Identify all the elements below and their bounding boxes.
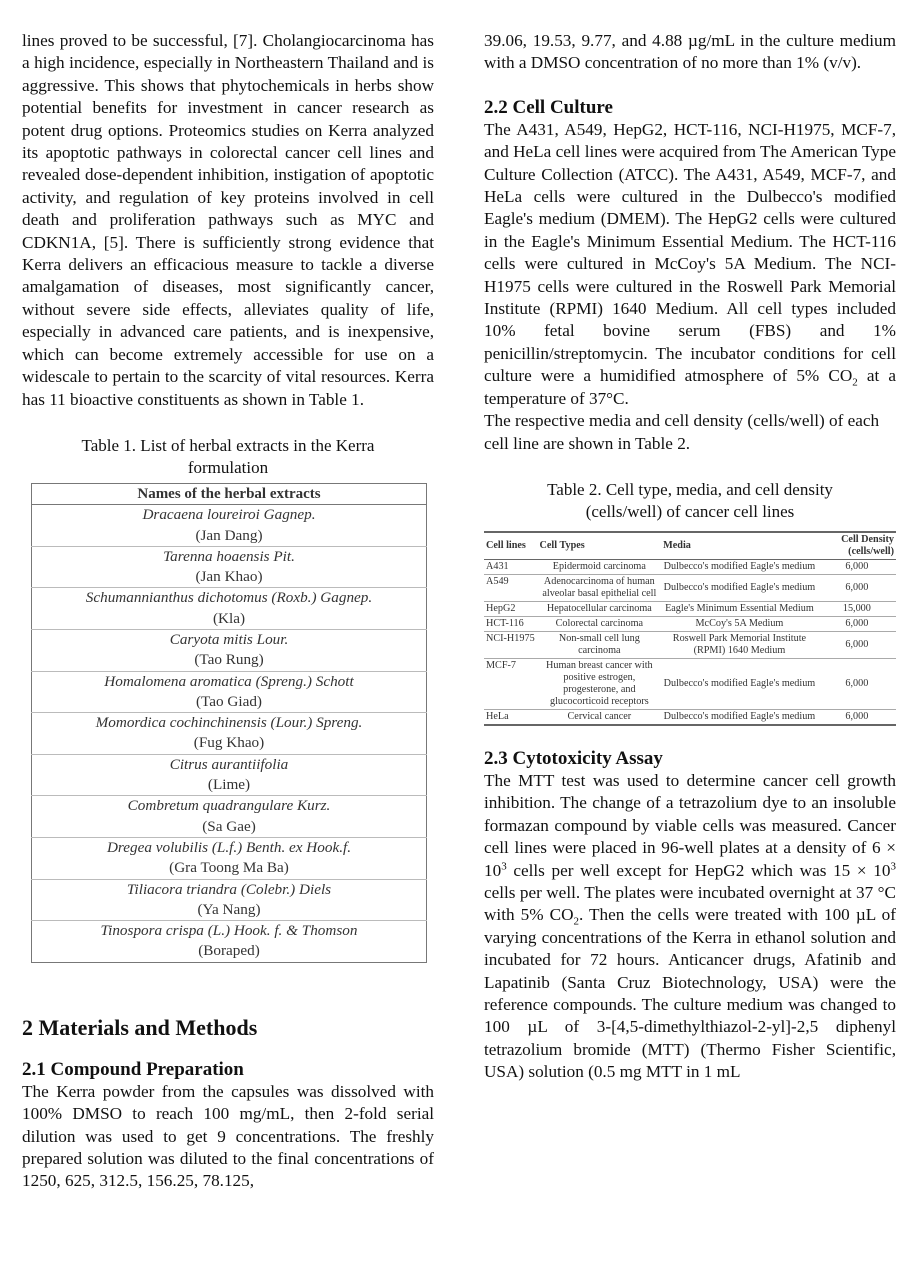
table2-cell-density: 6,000 bbox=[818, 709, 896, 725]
section-2-3-text-a: The MTT test was used to determine cancer cell growth inhibition. The change of a tetrazolium dye to an insoluble formazan compound by viable cells was measured. Cancer cell lines were placed in 96-well plates at a density of 6 × 10 bbox=[484, 770, 896, 880]
table2-cell-line: A549 bbox=[484, 574, 538, 601]
table1-cell bbox=[32, 505, 427, 547]
herb-local-name: (Fug Khao) bbox=[193, 734, 265, 752]
left-column bbox=[22, 30, 434, 1193]
section-2-1-heading: 2.1 Compound Preparation bbox=[22, 1058, 244, 1080]
continued-text: 39.06, 19.53, 9.77, and 4.88 µg/mL in the culture medium with a DMSO concentration of no more than 1% (v/v). bbox=[484, 31, 896, 73]
superscript-3b: 3 bbox=[890, 859, 896, 872]
table1-row bbox=[32, 546, 427, 588]
herb-scientific-name: Homalomena aromatica (Spreng.) Schott bbox=[104, 672, 354, 690]
herb-local-name: (Gra Toong Ma Ba) bbox=[169, 859, 289, 877]
table1-row bbox=[32, 629, 427, 671]
section-2-3-text-d: . Then the cells were treated with 100 µL of varying concentrations of the Kerra in ethanol solution and incubated for 72 hours. Anticancer drugs, Afatinib and Lapatinib (Santa Cruz Biotechnology, USA) were the reference compounds. The culture medium was changed to 100 µL of 3-[4,5-dimethylthiazol-2-yl]-2,5 diphenyl tetrazolium bromide (MTT) (Thermo Fisher Scientific, USA) solution (0.5 mg MTT in 1 mL bbox=[484, 905, 896, 1082]
section-2-heading: 2 Materials and Methods bbox=[22, 1014, 258, 1040]
section-2-3-text-b: cells per well except for HepG2 which was 15 × 10 bbox=[506, 860, 891, 880]
table1-cell bbox=[32, 671, 427, 713]
table2-cell-media: Eagle's Minimum Essential Medium bbox=[661, 601, 818, 616]
right-column bbox=[484, 30, 896, 1084]
table2-cell-line: A431 bbox=[484, 559, 538, 574]
table2-header-cell: Media bbox=[661, 532, 818, 560]
table2-row bbox=[484, 709, 896, 725]
section-2-2-text-2: The respective media and cell density (cells/well) of each cell line are shown in Table 2. bbox=[484, 411, 880, 453]
section-2-2-text bbox=[484, 119, 896, 410]
herb-local-name: (Jan Dang) bbox=[195, 526, 263, 544]
table2-cell-line: HepG2 bbox=[484, 601, 538, 616]
herb-local-name: (Boraped) bbox=[198, 942, 260, 960]
section-2-2-text-a: The A431, A549, HepG2, HCT-116, NCI-H1975, MCF-7, and HeLa cell lines were acquired from The American Type Culture Collection (ATCC). The A431, A549, MCF-7, and HeLa cells were cultured in the Dulbecco's modified Eagle's medium (DMEM). The HepG2 cells were cultured in the Eagle's Minimum Essential Medium. The HCT-116 cells were cultured in McCoy's 5A Medium. The NCI-H1975 cells were cultured in the Roswell Park Memorial Institute (RPMI) 1640 Medium. All cell types included 10% fetal bovine serum (FBS) and 1% penicillin/streptomycin. The incubator conditions for cell culture were a humidified atmosphere of 5% CO bbox=[484, 119, 896, 386]
table2-row bbox=[484, 601, 896, 616]
table2-cell-density: 6,000 bbox=[818, 574, 896, 601]
table1-cell bbox=[32, 588, 427, 630]
table1-row bbox=[32, 588, 427, 630]
herb-local-name: (Tao Giad) bbox=[196, 692, 262, 710]
herb-scientific-name: Tiliacora triandra (Colebr.) Diels bbox=[126, 880, 332, 898]
table1-cell bbox=[32, 879, 427, 921]
herb-scientific-name: Caryota mitis Lour. bbox=[169, 630, 289, 648]
superscript-3a: 3 bbox=[501, 859, 507, 872]
table2-cell-density: 15,000 bbox=[818, 601, 896, 616]
herb-local-name: (Sa Gae) bbox=[202, 817, 256, 835]
table2-cell-media: Roswell Park Memorial Institute (RPMI) 1640 Medium bbox=[661, 631, 818, 658]
section-2-3-text bbox=[484, 770, 896, 1084]
herb-scientific-name: Tarenna hoaensis Pit. bbox=[163, 547, 295, 565]
table2-caption: Table 2. Cell type, media, and cell density (cells/well) of cancer cell lines bbox=[547, 479, 833, 521]
table1-row bbox=[32, 754, 427, 796]
table2-cell-media: McCoy's 5A Medium bbox=[661, 616, 818, 631]
table2-cell-type: Hepatocellular carcinoma bbox=[538, 601, 662, 616]
table2-header-row bbox=[484, 532, 896, 560]
table1-cell bbox=[32, 837, 427, 879]
table1-cell bbox=[32, 921, 427, 963]
table1-cell bbox=[32, 713, 427, 755]
table1-cell bbox=[32, 796, 427, 838]
co2-subscript: 2 bbox=[852, 376, 858, 389]
herb-local-name: (Tao Rung) bbox=[194, 651, 264, 669]
herb-scientific-name: Citrus aurantiifolia bbox=[169, 755, 289, 773]
table2-body bbox=[484, 559, 896, 725]
section-2-1-text: The Kerra powder from the capsules was dissolved with 100% DMSO to reach 100 mg/mL, then 2-fold serial dilution was used to get 9 concentrations. The freshly prepared solution was diluted to the final concentrations of 1250, 625, 312.5, 156.25, 78.125, bbox=[22, 1081, 434, 1191]
section-2-2-heading: 2.2 Cell Culture bbox=[484, 96, 613, 118]
table1-row bbox=[32, 879, 427, 921]
table2-cell-density: 6,000 bbox=[818, 631, 896, 658]
table2-row bbox=[484, 631, 896, 658]
section-2-3-heading: 2.3 Cytotoxicity Assay bbox=[484, 747, 663, 769]
table2-cell-type: Colorectal carcinoma bbox=[538, 616, 662, 631]
section-2-2-text-b: at a temperature of 37°C. bbox=[484, 366, 896, 408]
herb-local-name: (Lime) bbox=[207, 776, 251, 794]
table1-row bbox=[32, 921, 427, 963]
herb-scientific-name: Combretum quadrangulare Kurz. bbox=[127, 797, 331, 815]
table2-row bbox=[484, 658, 896, 709]
herb-scientific-name: Momordica cochinchinensis (Lour.) Spreng. bbox=[95, 714, 363, 732]
table2-row bbox=[484, 616, 896, 631]
table1-row bbox=[32, 796, 427, 838]
table2-cell-lines bbox=[484, 531, 896, 726]
table2-header-cell: Cell Types bbox=[538, 532, 662, 560]
table2-cell-media: Dulbecco's modified Eagle's medium bbox=[661, 709, 818, 725]
table2-cell-type: Adenocarcinoma of human alveolar basal epithelial cell bbox=[538, 574, 662, 601]
table2-cell-line: HeLa bbox=[484, 709, 538, 725]
table2-cell-line: NCI-H1975 bbox=[484, 631, 538, 658]
table2-cell-density: 6,000 bbox=[818, 616, 896, 631]
herb-scientific-name: Dregea volubilis (L.f.) Benth. ex Hook.f. bbox=[106, 838, 352, 856]
table2-cell-density: 6,000 bbox=[818, 559, 896, 574]
table1-row bbox=[32, 671, 427, 713]
table1-row bbox=[32, 713, 427, 755]
table2-cell-type: Epidermoid carcinoma bbox=[538, 559, 662, 574]
herb-scientific-name: Schumannianthus dichotomus (Roxb.) Gagnep. bbox=[85, 589, 373, 607]
herb-scientific-name: Dracaena loureiroi Gagnep. bbox=[142, 506, 316, 524]
table2-row bbox=[484, 559, 896, 574]
table1-herbal-extracts bbox=[31, 483, 427, 963]
table2-cell-line: MCF-7 bbox=[484, 658, 538, 709]
herb-local-name: (Kla) bbox=[212, 609, 246, 627]
table1-caption: Table 1. List of herbal extracts in the Kerra formulation bbox=[81, 435, 375, 477]
table2-cell-type: Cervical cancer bbox=[538, 709, 662, 725]
herb-local-name: (Ya Nang) bbox=[197, 900, 261, 918]
herb-scientific-name: Tinospora crispa (L.) Hook. f. & Thomson bbox=[100, 922, 358, 940]
table2-row bbox=[484, 574, 896, 601]
table2-cell-media: Dulbecco's modified Eagle's medium bbox=[661, 559, 818, 574]
table2-cell-media: Dulbecco's modified Eagle's medium bbox=[661, 574, 818, 601]
table1-row bbox=[32, 837, 427, 879]
table1-cell bbox=[32, 754, 427, 796]
herb-local-name: (Jan Khao) bbox=[195, 568, 263, 586]
table1-cell bbox=[32, 546, 427, 588]
table1-cell bbox=[32, 629, 427, 671]
section-2-3-text-c: cells per well. The plates were incubated overnight at 37 °C with 5% CO bbox=[484, 882, 896, 925]
co2-subscript-2: 2 bbox=[573, 915, 579, 928]
table2-cell-media: Dulbecco's modified Eagle's medium bbox=[661, 658, 818, 709]
intro-paragraph: lines proved to be successful, [7]. Cholangiocarcinoma has a high incidence, especially in Northeastern Thailand and is aggressive. This shows that phytochemicals in herbs show potential benefits for investment in cancer research as potent drug options. Proteomics studies on Kerra analyzed its apoptotic pathways in colorectal cancer cell lines and revealed dose-dependent inhibition, instigation of apoptotic activity, and regulation of key proteins involved in cell death and proliferation pathways such as MYC and CDKN1A, [5]. There is sufficiently strong evidence that Kerra delivers an efficacious measure to tackle a diverse amalgamation of diseases, most significantly cancer, without severe side effects, alleviates quality of life, especially in advanced care patients, and is inexpensive, which can become extremely accessible for use on a widescale to pertain to the scarcity of vital resources. Kerra has 11 bioactive constituents as shown in Table 1. bbox=[22, 31, 434, 409]
table1-body bbox=[32, 505, 427, 963]
table1-header: Names of the herbal extracts bbox=[32, 483, 427, 504]
table2-cell-type: Human breast cancer with positive estrogen, progesterone, and glucocorticoid receptors bbox=[538, 658, 662, 709]
table2-cell-line: HCT-116 bbox=[484, 616, 538, 631]
table2-cell-type: Non-small cell lung carcinoma bbox=[538, 631, 662, 658]
table1-row bbox=[32, 505, 427, 547]
table2-cell-density: 6,000 bbox=[818, 658, 896, 709]
table2-header-cell: Cell lines bbox=[484, 532, 538, 560]
table2-header-cell: Cell Density (cells/well) bbox=[818, 532, 896, 560]
